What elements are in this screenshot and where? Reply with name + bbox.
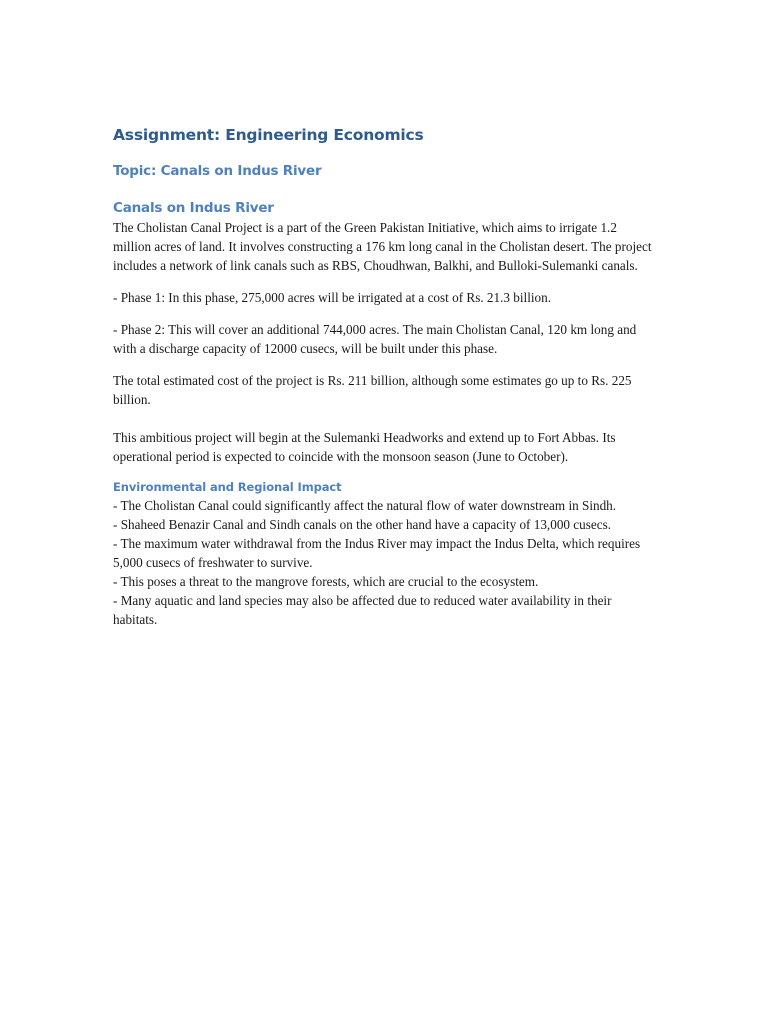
phase2-paragraph: - Phase 2: This will cover an additional 744,000 acres. The main Cholistan Canal, 120 km long and with a discharge capacity of 12000 cusecs, will be built under this phase. [113, 322, 637, 356]
phase1-paragraph: - Phase 1: In this phase, 275,000 acres will be irrigated at a cost of Rs. 21.3 billion. [113, 290, 552, 305]
intro-paragraph: The Cholistan Canal Project is a part of the Green Pakistan Initiative, which aims to irrigate 1.2 million acres of land. It involves constructing a 176 km long canal in the Cholistan desert. The project includes a network of link canals such as RBS, Choudhwan, Balkhi, and Bulloki-Sulemanki canals. [113, 220, 652, 273]
document-title: Assignment: Engineering Economics [113, 126, 424, 144]
impact-point: - This poses a threat to the mangrove forests, which are crucial to the ecosystem. [113, 574, 539, 589]
impact-point: - Shaheed Benazir Canal and Sindh canals on the other hand have a capacity of 13,000 cusecs. [113, 517, 612, 532]
document-page [113, 124, 658, 629]
timeline-paragraph: This ambitious project will begin at the Sulemanki Headworks and extend up to Fort Abbas. Its operational period is expected to coincide with the monsoon season (June to October). [113, 430, 616, 464]
impact-point: - The Cholistan Canal could significantly affect the natural flow of water downstream in Sindh. [113, 498, 617, 513]
impact-heading: Environmental and Regional Impact [113, 480, 342, 494]
impact-point: - The maximum water withdrawal from the Indus River may impact the Indus Delta, which requires 5,000 cusecs of freshwater to survive. [113, 536, 641, 570]
impact-point: - Many aquatic and land species may also be affected due to reduced water availability in their habitats. [113, 593, 612, 627]
section-heading: Canals on Indus River [113, 200, 274, 216]
topic-heading: Topic: Canals on Indus River [113, 163, 322, 179]
total-cost-paragraph: The total estimated cost of the project is Rs. 211 billion, although some estimates go up to Rs. 225 billion. [113, 373, 632, 407]
